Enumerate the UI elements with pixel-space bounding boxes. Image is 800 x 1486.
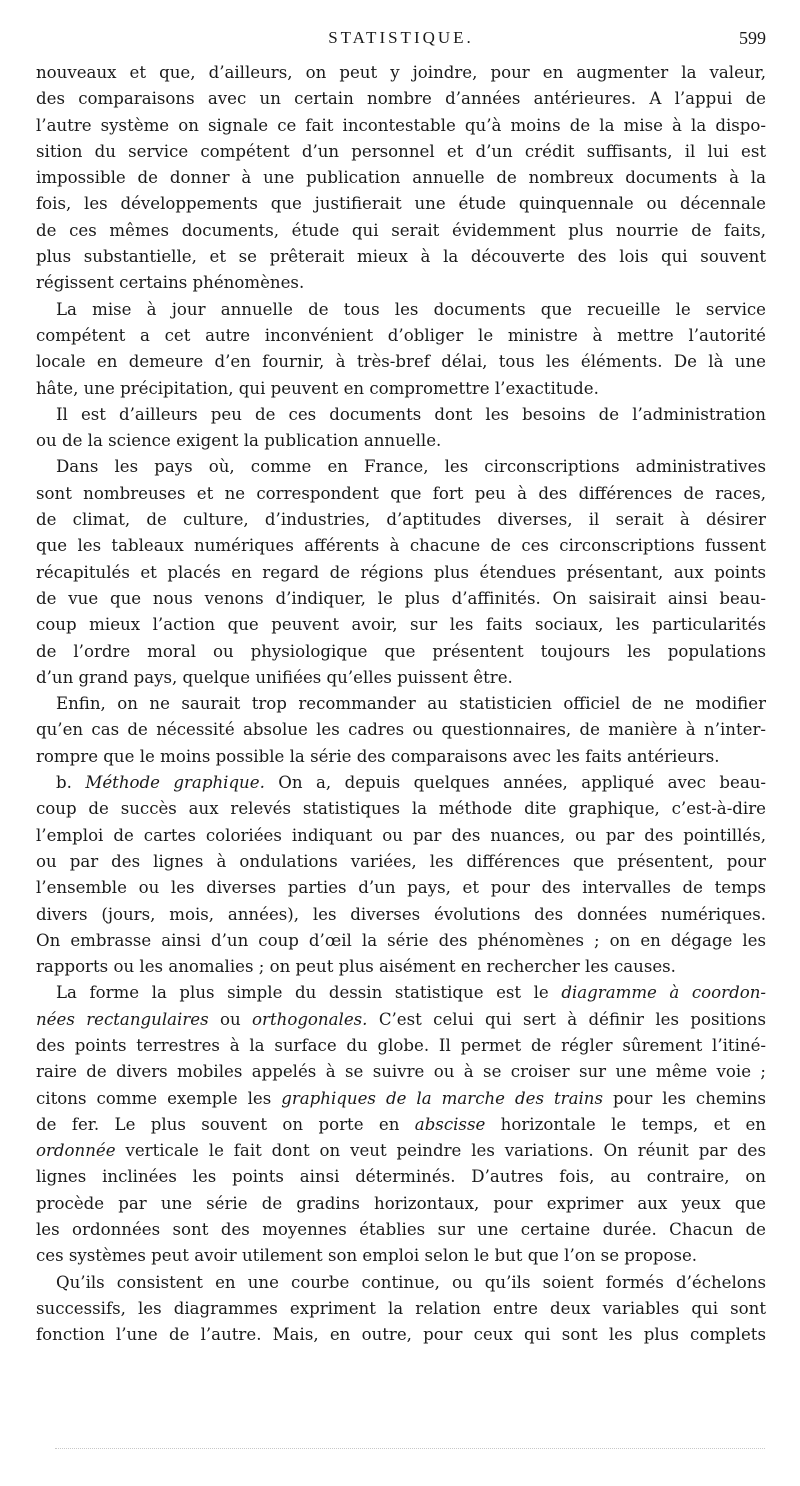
text-line: ou par des lignes à ondulations variées, les différences que présentent, pour — [36, 851, 766, 871]
section-heading: Méthode graphique. — [85, 773, 265, 793]
italic-term: orthogonales. — [252, 1009, 368, 1029]
italic-term: graphiques de la marche des trains — [281, 1088, 603, 1108]
text-line: successifs, les diagrammes expriment la relation entre deux variables qui sont — [36, 1298, 766, 1318]
text-line: d’un grand pays, quelque unifiées qu’elles puissent être. — [36, 667, 513, 687]
text-line: que les tableaux numériques afférents à chacune de ces circonscriptions fussent — [36, 536, 766, 556]
text-line: de l’ordre moral ou physiologique que présentent toujours les populations — [36, 641, 766, 661]
text-line: rompre que le moins possible la série des comparaisons avec les faits antérieurs. — [36, 746, 720, 766]
text-line: l’ensemble ou les diverses parties d’un pays, et pour des intervalles de temps — [36, 878, 766, 898]
text-line: ces systèmes peut avoir utilement son emploi selon le but que l’on se propose. — [36, 1246, 698, 1266]
text-line: Dans les pays où, comme en France, les circonscriptions administratives — [56, 457, 766, 477]
text-line: locale en demeure d’en fournir, à très-bref délai, tous les éléments. De là une — [36, 352, 766, 372]
text-run: de fer. Le plus souvent on porte en — [36, 1114, 415, 1134]
page-number: 599 — [739, 28, 766, 48]
italic-term: ordonnée — [36, 1141, 116, 1161]
text-line: plus substantielle, et se prêterait mieux à la découverte des lois qui souvent — [36, 247, 766, 267]
text-line: de climat, de culture, d’industries, d’aptitudes diverses, il serait à désirer — [36, 510, 766, 530]
text-line: qu’en cas de nécessité absolue les cadres ou questionnaires, de manière à n’inter- — [36, 720, 766, 740]
text-line: Enfin, on ne saurait trop recommander au statisticien officiel de ne modifier — [56, 694, 766, 714]
text-line: fonction l’une de l’autre. Mais, en outre, pour ceux qui sont les plus complets — [36, 1325, 766, 1345]
text-line: sont nombreuses et ne correspondent que fort peu à des différences de races, — [36, 483, 766, 503]
text-line: compétent a cet autre inconvénient d’obliger le ministre à mettre l’autorité — [36, 325, 766, 345]
text-line: procède par une série de gradins horizontaux, pour exprimer aux yeux que — [36, 1193, 766, 1213]
text-line: récapitulés et placés en regard de régions plus étendues présentant, aux points — [36, 562, 766, 582]
text-line — [36, 980, 766, 1006]
running-title: STATISTIQUE. — [328, 28, 474, 47]
text-line: de vue que nous venons d’indiquer, le plus d’affinités. On saisirait ainsi beau- — [36, 588, 766, 608]
text-line: Qu’ils consistent en une courbe continue, ou qu’ils soient formés d’échelons — [56, 1272, 766, 1292]
text-line — [36, 1138, 766, 1164]
text-line: La mise à jour annuelle de tous les documents que recueille le service — [56, 299, 766, 319]
italic-term: nées rectangulaires — [36, 1009, 209, 1029]
text-run: On a, depuis quelques années, appliqué avec beau- — [264, 773, 766, 793]
italic-term: abscisse — [414, 1114, 486, 1134]
text-line: des points terrestres à la surface du globe. Il permet de régler sûrement l’itiné- — [36, 1035, 766, 1055]
text-run: verticale le fait dont on veut peindre les variations. On réunit par des — [115, 1141, 766, 1161]
text-line — [36, 1086, 766, 1112]
text-run: horizontale le temps, et en — [485, 1114, 766, 1134]
text-line: raire de divers mobiles appelés à se suivre ou à se croiser sur une même voie ; — [36, 1062, 766, 1082]
text-line: hâte, une précipitation, qui peuvent en compromettre l’exactitude. — [36, 378, 599, 398]
text-line: nouveaux et que, d’ailleurs, on peut y joindre, pour en augmenter la valeur, — [36, 63, 766, 82]
text-line: l’emploi de cartes coloriées indiquant ou par des nuances, ou par des pointillés, — [36, 825, 766, 845]
text-line: l’autre système on signale ce fait incontestable qu’à moins de la mise à la dispo- — [36, 115, 766, 135]
text-line: divers (jours, mois, années), les diverses évolutions des données numériques. — [36, 904, 766, 924]
text-line: fois, les développements que justifierait une étude quinquennale ou décennale — [36, 194, 766, 214]
text-line: régissent certains phénomènes. — [36, 273, 305, 293]
text-line: rapports ou les anomalies ; on peut plus aisément en rechercher les causes. — [36, 957, 676, 977]
text-run: ou — [208, 1009, 253, 1029]
text-line: les ordonnées sont des moyennes établies sur une certaine durée. Chacun de — [36, 1220, 766, 1240]
text-line: lignes inclinées les points ainsi déterminés. D’autres fois, au contraire, on — [36, 1167, 766, 1187]
text-line: impossible de donner à une publication annuelle de nombreux documents à la — [36, 168, 766, 188]
text-line: ou de la science exigent la publication annuelle. — [36, 431, 442, 451]
text-run: C’est celui qui sert à définir les positions — [367, 1009, 766, 1029]
bottom-dotted-rule — [55, 1448, 765, 1449]
text-line: Il est d’ailleurs peu de ces documents dont les besoins de l’administration — [56, 404, 766, 424]
body-text — [36, 60, 766, 1349]
text-line: des comparaisons avec un certain nombre d’années antérieures. A l’appui de — [36, 89, 766, 109]
text-line — [36, 1112, 766, 1138]
text-run: citons comme exemple les — [36, 1088, 282, 1108]
text-line: coup mieux l’action que peuvent avoir, sur les faits sociaux, les particularités — [36, 615, 766, 635]
text-line: coup de succès aux relevés statistiques la méthode dite graphique, c’est-à-dire — [36, 799, 766, 819]
text-run: pour les chemins — [603, 1088, 766, 1108]
text-line — [36, 1007, 766, 1033]
running-head — [36, 28, 766, 56]
text-line — [36, 770, 766, 796]
text-line: de ces mêmes documents, étude qui serait évidemment plus nourrie de faits, — [36, 220, 766, 240]
text-line: On embrasse ainsi d’un coup d’œil la série des phénomènes ; on en dégage les — [36, 930, 766, 950]
italic-term: diagramme à coordon- — [561, 983, 766, 1003]
text-line: sition du service compétent d’un personnel et d’un crédit suffisants, il lui est — [36, 141, 766, 161]
text-run: La forme la plus simple du dessin statistique est le — [56, 983, 562, 1003]
text-run: b. — [56, 773, 86, 793]
